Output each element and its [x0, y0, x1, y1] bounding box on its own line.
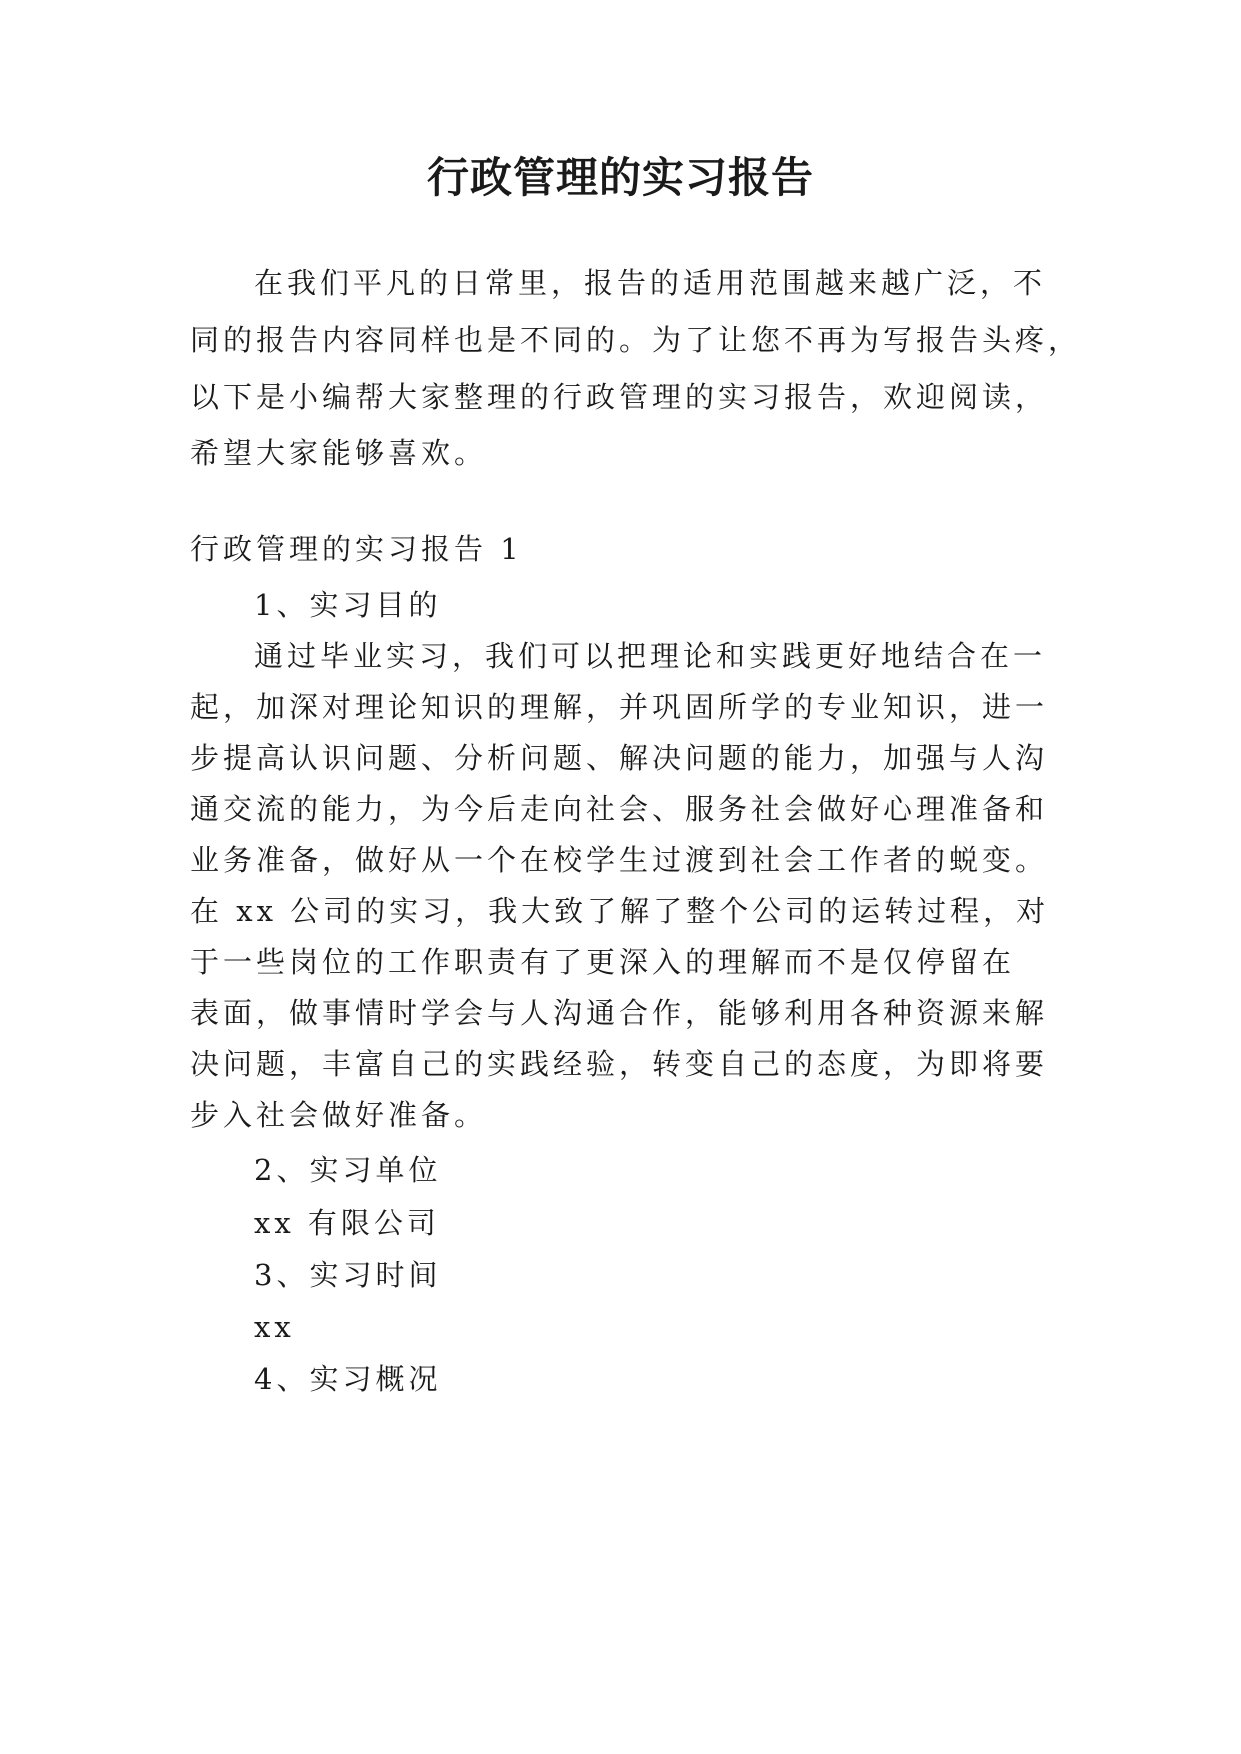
item1-body-line-6: 在 xx 公司的实习，我大致了解了整个公司的运转过程，对	[190, 894, 1050, 928]
item1-body-line-4: 通交流的能力，为今后走向社会、服务社会做好心理准备和	[190, 792, 1049, 826]
item1-body-line-9: 决问题，丰富自己的实践经验，转变自己的态度，为即将要	[190, 1047, 1049, 1081]
item2-value: xx 有限公司	[254, 1206, 440, 1240]
item1-heading: 1、实习目的	[254, 588, 442, 622]
item2-heading: 2、实习单位	[254, 1153, 442, 1187]
item1-body-line-7: 于一些岗位的工作职责有了更深入的理解而不是仅停留在	[190, 945, 1016, 979]
item3-value: xx	[254, 1310, 295, 1344]
item1-body-line-10: 步入社会做好准备。	[190, 1098, 488, 1132]
item3-heading: 3、实习时间	[254, 1258, 442, 1292]
document-title: 行政管理的实习报告	[426, 153, 814, 202]
item1-body-line-3: 步提高认识问题、分析问题、解决问题的能力，加强与人沟	[190, 741, 1049, 775]
item1-body-line-5: 业务准备，做好从一个在校学生过渡到社会工作者的蜕变。	[190, 843, 1049, 877]
intro-line-3: 以下是小编帮大家整理的行政管理的实习报告，欢迎阅读，	[190, 380, 1049, 414]
item1-body-line-2: 起，加深对理论知识的理解，并巩固所学的专业知识，进一	[190, 690, 1049, 724]
item4-heading: 4、实习概况	[254, 1362, 442, 1396]
intro-line-4: 希望大家能够喜欢。	[190, 436, 488, 470]
item1-body-line-8: 表面，做事情时学会与人沟通合作，能够利用各种资源来解	[190, 996, 1049, 1030]
intro-line-1: 在我们平凡的日常里，报告的适用范围越来越广泛，不	[254, 266, 1047, 300]
intro-line-2: 同的报告内容同样也是不同的。为了让您不再为写报告头疼，	[190, 323, 1082, 357]
section-heading: 行政管理的实习报告 1	[190, 532, 523, 566]
item1-body-line-1: 通过毕业实习，我们可以把理论和实践更好地结合在一	[254, 639, 1047, 673]
